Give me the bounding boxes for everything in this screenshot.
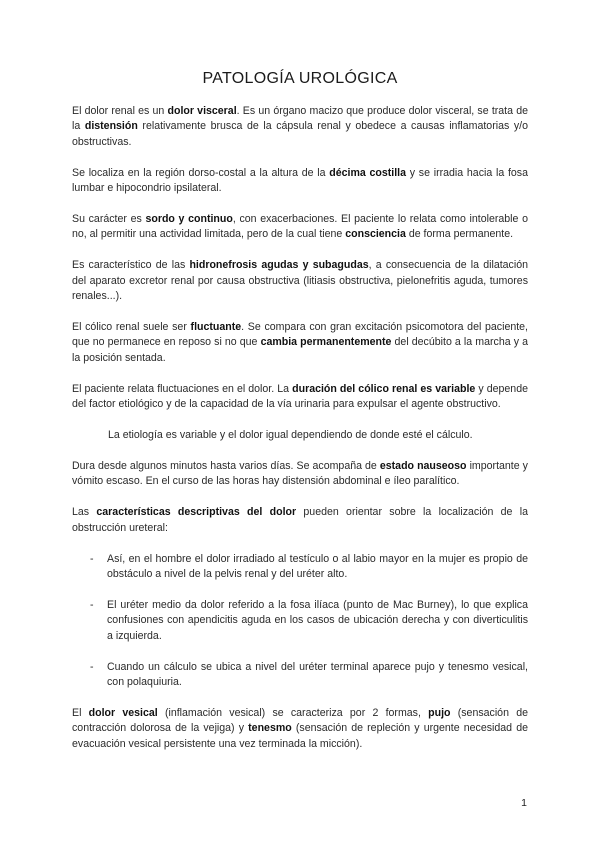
list-item-text: Cuando un cálculo se ubica a nivel del uréter terminal aparece pujo y tenesmo vesical, con polaquiuria. bbox=[107, 660, 528, 689]
list-item bbox=[72, 552, 528, 583]
list-item bbox=[72, 598, 528, 644]
page-title: PATOLOGÍA UROLÓGICA bbox=[202, 70, 398, 87]
bold-term: estado nauseoso bbox=[379, 460, 467, 472]
dash-bullet: - bbox=[90, 598, 94, 611]
list-item bbox=[72, 660, 528, 691]
paragraph: El cólico renal suele ser fluctuante. Se compara con gran excitación psicomotora del paciente, que no permanece en reposo si no que cambia permanentemente del decúbito a la marcha y a la posición sentada. bbox=[72, 321, 529, 364]
dash-bullet: - bbox=[90, 660, 94, 673]
bold-term: cambia permanentemente bbox=[260, 336, 392, 349]
list-item-text: Así, en el hombre el dolor irradiado al testículo o al labio mayor en la mujer es propio de obstáculo a nivel de la pelvis renal y del uréter alto. bbox=[107, 552, 528, 581]
bold-term: pujo bbox=[428, 706, 451, 719]
bold-term: tenesmo bbox=[248, 722, 292, 735]
paragraph: El paciente relata fluctuaciones en el dolor. La duración del cólico renal es variable y depende del factor etiológico y de la capacidad de la vía urinaria para expulsar el agente obstructivo. bbox=[72, 382, 528, 411]
bold-term: distensión bbox=[84, 120, 138, 133]
page-number: 1 bbox=[521, 797, 527, 809]
bold-term: décima costilla bbox=[329, 166, 407, 179]
dash-bullet: - bbox=[90, 552, 94, 565]
list-item-text: El uréter medio da dolor referido a la fosa ilíaca (punto de Mac Burney), lo que explica confusiones con apendicitis aguda en los casos de ubicación derecha y con diverticulitis a izquierda. bbox=[107, 598, 528, 642]
bold-term: fluctuante bbox=[190, 321, 242, 334]
bold-term: consciencia bbox=[345, 228, 406, 241]
characteristics-intro: Las características descriptivas del dolor pueden orientar sobre la localización de la obstrucción ureteral: bbox=[72, 506, 528, 534]
bold-term: dolor vesical bbox=[88, 706, 158, 719]
bold-term: dolor visceral bbox=[167, 105, 237, 117]
vesical-paragraph: El dolor vesical (inflamación vesical) se caracteriza por 2 formas, pujo (sensación de contracción dolorosa de la vejiga) y tenesmo (sensación de repleción y urgente necesidad de evacuación vesical persistente una vez terminada la micción). bbox=[72, 706, 528, 750]
paragraph: Su carácter es sordo y continuo, con exacerbaciones. El paciente lo relata como intolerable o no, al permitir una actividad limitada, pero de la cual tiene consciencia de forma permanente. bbox=[72, 213, 528, 241]
paragraph: Se localiza en la región dorso-costal a la altura de la décima costilla y se irradia hacia la fosa lumbar e hipocondrio ipsilateral. bbox=[72, 166, 528, 195]
duration-paragraph: Dura desde algunos minutos hasta varios días. Se acompaña de estado nauseoso importante y vómito escaso. En el curso de las horas hay distensión abdominal e íleo paralítico. bbox=[72, 460, 528, 488]
bold-term: sordo y continuo bbox=[145, 213, 233, 226]
document-body bbox=[72, 104, 528, 768]
bold-term: duración del cólico renal es variable bbox=[292, 382, 476, 395]
paragraph: Es característico de las hidronefrosis agudas y subagudas, a consecuencia de la dilatación del aparato excretor renal por causa obstructiva (litiasis obstructiva, pielonefritis aguda, tumores renales...). bbox=[72, 259, 528, 303]
bold-term: características descriptivas del dolor bbox=[96, 506, 297, 519]
indented-note: La etiología es variable y el dolor igual dependiendo de donde esté el cálculo. bbox=[108, 429, 473, 442]
dash-list bbox=[72, 552, 528, 691]
bold-term: hidronefrosis agudas y subagudas bbox=[189, 259, 369, 272]
paragraph: El dolor renal es un dolor visceral. Es un órgano macizo que produce dolor visceral, se trata de la distensión relativamente brusca de la cápsula renal y obedece a causas inflamatorias y/o obstructivas. bbox=[72, 105, 529, 148]
